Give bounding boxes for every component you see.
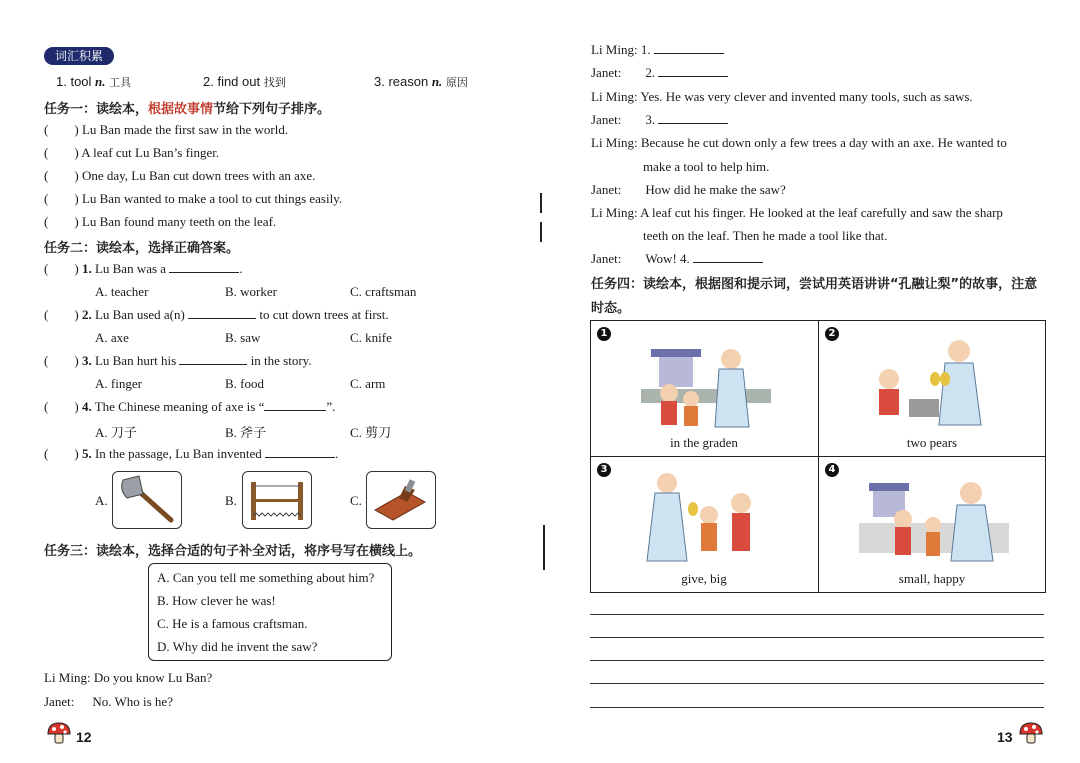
- dialog-line: Li Ming: 1.: [591, 42, 724, 58]
- question-3: ( ) 3. Lu Ban hurt his in the story.: [44, 353, 312, 368]
- task1-item[interactable]: ( ) Lu Ban found many teeth on the leaf.: [44, 214, 277, 229]
- task2-heading: 任务二：读绘本，选择正确答案。: [44, 241, 240, 256]
- options-box: [148, 563, 392, 661]
- q3-option-b[interactable]: B. food: [225, 376, 264, 391]
- q1-option-c[interactable]: C. craftsman: [350, 284, 417, 299]
- q5-option-b[interactable]: [242, 471, 312, 529]
- story-panels: [590, 320, 1046, 593]
- task1-item[interactable]: ( ) A leaf cut Lu Ban’s finger.: [44, 145, 220, 160]
- q5-option-b-label: B.: [225, 493, 237, 508]
- question-4: ( ) 4. The Chinese meaning of axe is “ ”.: [44, 399, 336, 414]
- panel-number: 2: [825, 327, 839, 341]
- vocab-item-2: 2. find out 找到: [203, 74, 286, 89]
- saw-icon: [243, 472, 311, 528]
- dialog-line: Janet: 2.: [591, 65, 728, 81]
- answer-blank[interactable]: [264, 399, 326, 411]
- dialog-line: Li Ming: Yes. He was very clever and invented many tools, such as saws.: [591, 89, 973, 104]
- answer-blank[interactable]: [188, 307, 256, 319]
- answer-blank[interactable]: [654, 42, 724, 54]
- panel-number: 4: [825, 463, 839, 477]
- answer-blank[interactable]: [179, 353, 247, 365]
- answer-blank[interactable]: [658, 112, 728, 124]
- page-number: 12: [76, 729, 92, 745]
- garden-illustration: [631, 329, 781, 433]
- writing-line[interactable]: [590, 707, 1044, 708]
- story-panel-4: [819, 457, 1045, 592]
- task1-item[interactable]: ( ) Lu Ban made the first saw in the world.: [44, 122, 289, 137]
- question-2: ( ) 2. Lu Ban used a(n) to cut down trees at first.: [44, 307, 389, 322]
- story-panel-2: [819, 321, 1045, 456]
- task4-heading: 任务四：读绘本，根据图和提示词，尝试用英语讲讲“孔融让梨”的故事，注意: [591, 277, 1038, 292]
- writing-line[interactable]: [590, 637, 1044, 638]
- q4-option-b[interactable]: B. 斧子: [225, 425, 267, 440]
- dialog-line: Janet: How did he make the saw?: [591, 182, 786, 197]
- q5-option-c[interactable]: [366, 471, 436, 529]
- q5-option-a[interactable]: [112, 471, 182, 529]
- page-number: 13: [997, 729, 1013, 745]
- question-1: ( ) 1. Lu Ban was a .: [44, 261, 243, 276]
- task1-heading: 任务一：读绘本，根据故事情节给下列句子排序。: [44, 102, 331, 117]
- q4-option-c[interactable]: C. 剪刀: [350, 425, 392, 440]
- task1-item[interactable]: ( ) Lu Ban wanted to make a tool to cut things easily.: [44, 191, 343, 206]
- answer-blank[interactable]: [169, 261, 239, 273]
- dialog-line: Janet: No. Who is he?: [44, 694, 173, 709]
- dialog-line: Li Ming: A leaf cut his finger. He looked at the leaf carefully and saw the sharp: [591, 205, 1003, 220]
- dialog-line: Janet: Wow! 4.: [591, 251, 763, 267]
- question-5: ( ) 5. In the passage, Lu Ban invented .: [44, 446, 339, 461]
- panel-caption: give, big: [681, 571, 727, 586]
- happy-illustration: [859, 463, 1009, 567]
- panel-number: 1: [597, 327, 611, 341]
- dialog-line: Li Ming: Do you know Lu Ban?: [44, 670, 213, 685]
- box-option-c: C. He is a famous craftsman.: [157, 616, 308, 631]
- q3-option-c[interactable]: C. arm: [350, 376, 386, 391]
- q3-option-a[interactable]: A. finger: [95, 376, 142, 391]
- q2-option-b[interactable]: B. saw: [225, 330, 261, 345]
- q2-option-c[interactable]: C. knife: [350, 330, 392, 345]
- story-panel-1: [591, 321, 817, 456]
- answer-blank[interactable]: [693, 251, 763, 263]
- story-panel-3: [591, 457, 817, 592]
- plane-icon: [367, 472, 435, 528]
- writing-line[interactable]: [590, 660, 1044, 661]
- axe-icon: [113, 472, 181, 528]
- q1-option-a[interactable]: A. teacher: [95, 284, 149, 299]
- dialog-line: Li Ming: Because he cut down only a few trees a day with an axe. He wanted to: [591, 135, 1007, 150]
- panel-caption: in the graden: [670, 435, 738, 450]
- q4-option-a[interactable]: A. 刀子: [95, 425, 137, 440]
- mushroom-icon: [1018, 721, 1044, 745]
- pears-illustration: [859, 329, 1009, 433]
- writing-line[interactable]: [590, 683, 1044, 684]
- q5-option-c-label: C.: [350, 493, 362, 508]
- task3-heading: 任务三：读绘本，选择合适的句子补全对话，将序号写在横线上。: [44, 544, 422, 559]
- panel-number: 3: [597, 463, 611, 477]
- mushroom-icon: [46, 721, 72, 745]
- dialog-line-cont: make a tool to help him.: [643, 159, 770, 174]
- box-option-d: D. Why did he invent the saw?: [157, 639, 318, 654]
- answer-blank[interactable]: [265, 446, 335, 458]
- giving-illustration: [631, 463, 781, 567]
- panel-caption: two pears: [906, 435, 958, 450]
- vocab-badge: 词汇积累: [44, 47, 114, 65]
- answer-blank[interactable]: [658, 65, 728, 77]
- box-option-b: B. How clever he was!: [157, 593, 276, 608]
- task4-heading-cont: 时态。: [591, 301, 631, 316]
- q1-option-b[interactable]: B. worker: [225, 284, 277, 299]
- writing-line[interactable]: [590, 614, 1044, 615]
- box-option-a: A. Can you tell me something about him?: [157, 570, 375, 585]
- panel-caption: small, happy: [898, 571, 966, 586]
- dialog-line-cont: teeth on the leaf. Then he made a tool like that.: [643, 228, 888, 243]
- vocab-item-3: 3. reason n. 原因: [374, 74, 468, 89]
- dialog-line: Janet: 3.: [591, 112, 728, 128]
- vocab-item-1: 1. tool n. 工具: [56, 74, 132, 89]
- q5-option-a-label: A.: [95, 493, 108, 508]
- q2-option-a[interactable]: A. axe: [95, 330, 129, 345]
- task1-item[interactable]: ( ) One day, Lu Ban cut down trees with an axe.: [44, 168, 316, 183]
